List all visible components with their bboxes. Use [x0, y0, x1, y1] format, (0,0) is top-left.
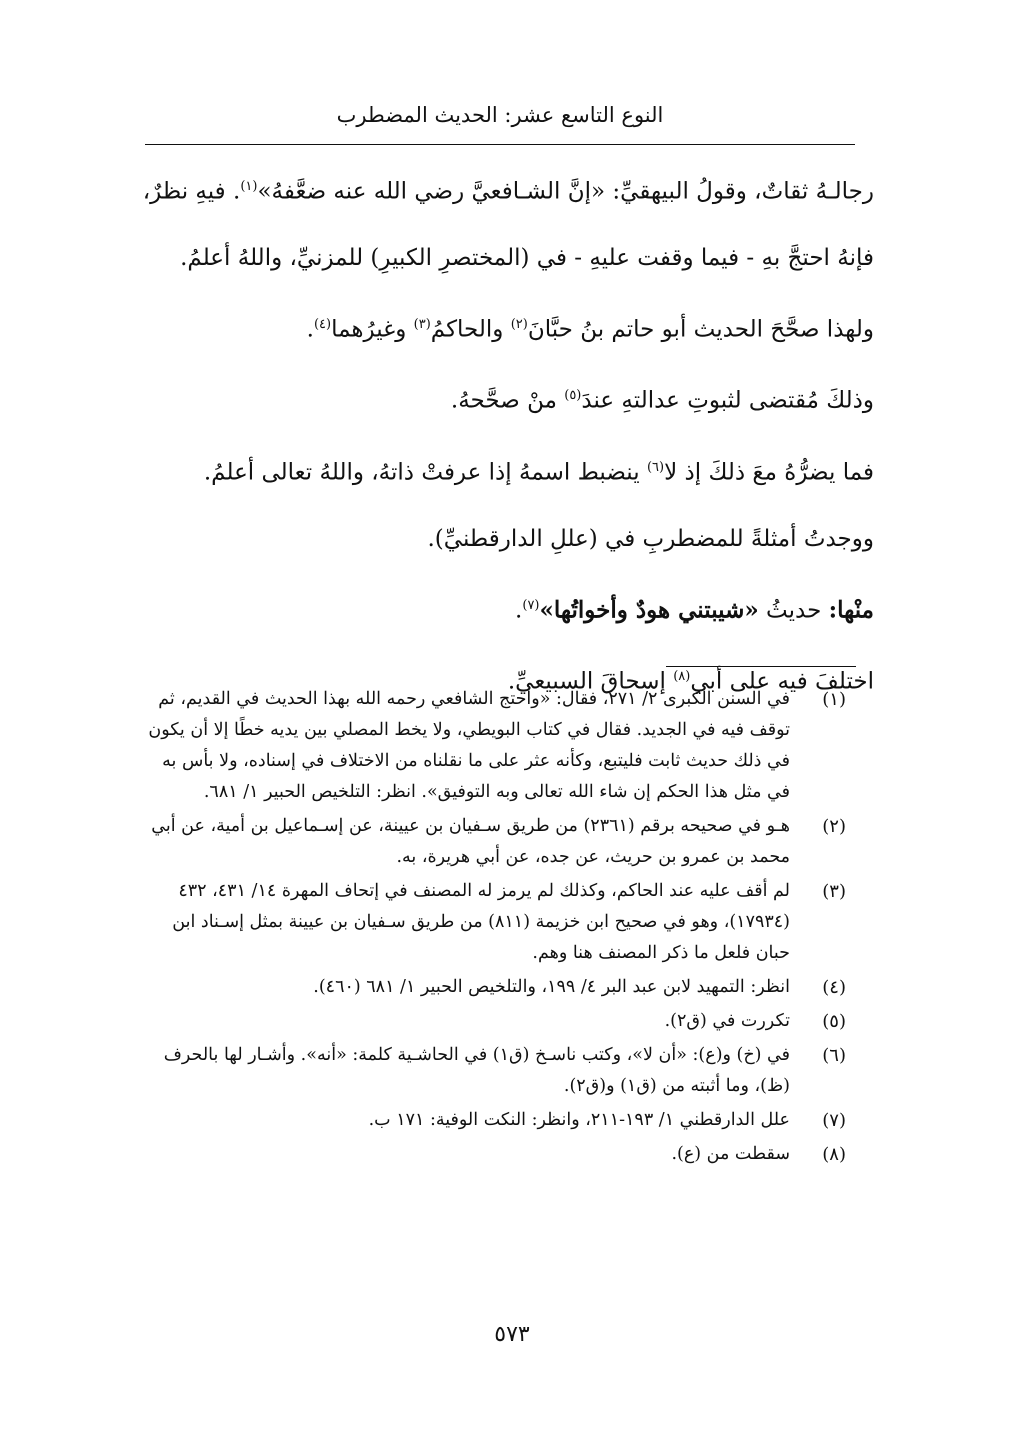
footnote-line: حبان فلعل ما ذكر المصنف هنا وهم. — [532, 943, 790, 963]
footnote-text — [156, 1139, 790, 1170]
page-number: ٥٧٣ — [494, 1322, 530, 1347]
footnote-3 — [156, 876, 846, 969]
paragraph-1-text: رجالـهُ ثقاتٌ، وقولُ البيهقيِّ: «إنَّ الشـافعيَّ رضي الله عنه ضعَّفهُ» — [257, 178, 874, 205]
footnote-ref-8: (٨) — [673, 669, 691, 685]
footnote-text — [156, 876, 790, 969]
footnote-ref-7: (٧) — [522, 597, 540, 613]
paragraph-3-text-3: وغيرُهما — [331, 316, 414, 343]
footnote-number: (٨) — [822, 1144, 846, 1165]
paragraph-4-text: وذلكَ مُقتضى لثبوتِ عدالتهِ عندَ — [581, 387, 874, 414]
paragraph-5-tail: ينضبط اسمهُ إذا عرفتْ ذاتهُ، واللهُ تعالى أعلمُ. — [203, 459, 647, 486]
footnote-line: في السنن الكبرى ٢/ ٢٧١، فقال: «واحتج الشافعي رحمه الله بهذا الحديث في القديم، ثم — [158, 689, 790, 709]
footnote-number: (٦) — [822, 1045, 846, 1066]
footnote-ref-5: (٥) — [564, 388, 582, 404]
footnote-number: (٣) — [822, 881, 846, 902]
footnote-number: (٥) — [822, 1011, 846, 1032]
paragraph-5 — [174, 447, 874, 494]
footnotes — [148, 684, 846, 1173]
paragraph-6: ووجدتُ أمثلةً للمضطربِ في (عللِ الدارقطنيِّ). — [427, 525, 874, 552]
footnote-number: (٧) — [822, 1110, 846, 1131]
footnote-line: تكررت في (ق٢). — [664, 1011, 790, 1031]
footnote-text — [156, 972, 790, 1003]
footnote-ref-1: (١) — [240, 179, 258, 194]
footnote-line: (ظ)، وما أثبته من (ق١) و(ق٢). — [563, 1076, 790, 1096]
paragraph-4 — [174, 375, 874, 422]
footnote-6 — [156, 1040, 846, 1102]
footnote-line: محمد بن عمرو بن حريث، عن جده، عن أبي هريرة، به. — [396, 847, 790, 867]
main-text — [142, 166, 874, 728]
footnote-text — [151, 811, 790, 873]
paragraph-5-text: فما يضرُّهُ معَ ذلكَ إذ لا — [664, 459, 874, 486]
footnote-8 — [156, 1139, 846, 1170]
footnote-number: (٤) — [822, 977, 846, 998]
footnote-ref-2: (٢) — [510, 316, 528, 332]
header-rule — [145, 144, 855, 145]
footnote-line: لم أقف عليه عند الحاكم، وكذلك لم يرمز له المصنف في إتحاف المهرة ١٤/ ٤٣١، ٤٣٢ — [178, 881, 790, 901]
footnote-separator — [666, 666, 856, 667]
footnote-ref-6: (٦) — [646, 459, 665, 475]
paragraph-4-tail: منْ صحَّحهُ. — [450, 387, 565, 414]
running-header: النوع التاسع عشر: الحديث المضطرب — [336, 103, 664, 127]
paragraph-7-lead: منْها: — [828, 596, 874, 624]
footnote-line: توقف فيه في الجديد. فقال في كتاب البويطي، ولا يخط المصلي بين يديه خطًا إلا أن يكون — [148, 720, 790, 740]
footnote-2 — [151, 811, 846, 873]
footnote-ref-4: (٤) — [313, 316, 332, 332]
footnote-4 — [156, 972, 846, 1003]
footnote-number: (٢) — [822, 816, 846, 837]
paragraph-3 — [174, 304, 874, 351]
paragraph-1 — [142, 166, 874, 213]
paragraph-8-text: اختلفَ فيه على أبي — [690, 668, 874, 695]
paragraph-7-text: حديثُ — [758, 597, 829, 624]
paragraph-7 — [174, 585, 874, 632]
paragraph-2: فإنهُ احتجَّ بهِ - فيما وقفت عليهِ - في (المختصرِ الكبيرِ) للمزنيِّ، واللهُ أعلمُ. — [180, 244, 874, 271]
footnote-text — [148, 684, 790, 808]
footnote-ref-3: (٣) — [413, 316, 431, 332]
paragraph-3-text-2: والحاكمُ — [430, 316, 511, 343]
footnote-7 — [156, 1105, 846, 1136]
footnote-line: سقطت من (ع). — [671, 1144, 790, 1164]
footnote-5 — [156, 1006, 846, 1037]
footnote-line: هـو في صحيحه برقم (٢٣٦١) من طريق سـفيان بن عيينة، عن إسـماعيل بن أمية، عن أبي — [151, 816, 790, 836]
footnote-text — [156, 1006, 790, 1037]
paragraph-1-tail: . فيهِ نظرٌ، — [142, 178, 241, 205]
paragraph-3-end: . — [306, 316, 314, 343]
paragraph-3-text: ولهذا صحَّحَ الحديث أبو حاتم بنُ حبَّانَ — [527, 316, 874, 343]
footnote-line: انظر: التمهيد لابن عبد البر ٤/ ١٩٩، والتلخيص الحبير ١/ ٦٨١ (٤٦٠). — [313, 977, 790, 997]
footnote-text — [156, 1105, 790, 1136]
footnote-line: في (خ) و(ع): «أن لا»، وكتب ناسـخ (ق١) في الحاشـية كلمة: «أنه». وأشـار لها بالحرف — [163, 1045, 790, 1065]
paragraph-7-end: . — [515, 597, 523, 624]
footnote-text — [156, 1040, 790, 1102]
paragraph-8-tail: إسحاقَ السبيعيِّ. — [507, 668, 674, 695]
footnote-line: (١٧٩٣٤)، وهو في صحيح ابن خزيمة (٨١١) من طريق سـفيان بن عيينة بمثل إسـناد ابن — [172, 912, 790, 932]
footnote-line: علل الدارقطني ١/ ١٩٣-٢١١، وانظر: النكت الوفية: ١٧١ ب. — [368, 1110, 790, 1130]
footnote-1 — [148, 684, 846, 808]
footnote-number: (١) — [822, 689, 846, 710]
footnote-line: في مثل هذا الحكم إن شاء الله تعالى وبه التوفيق». انظر: التلخيص الحبير ١/ ٦٨١. — [203, 782, 790, 802]
hadith-title: «شيبتني هودٌ وأخواتُها» — [539, 596, 759, 624]
footnote-line: في ذلك حديث ثابت فليتبع، وكأنه عثر على ما نقلناه من الاختلاف في إسناده، ولا بأس به — [162, 751, 790, 771]
